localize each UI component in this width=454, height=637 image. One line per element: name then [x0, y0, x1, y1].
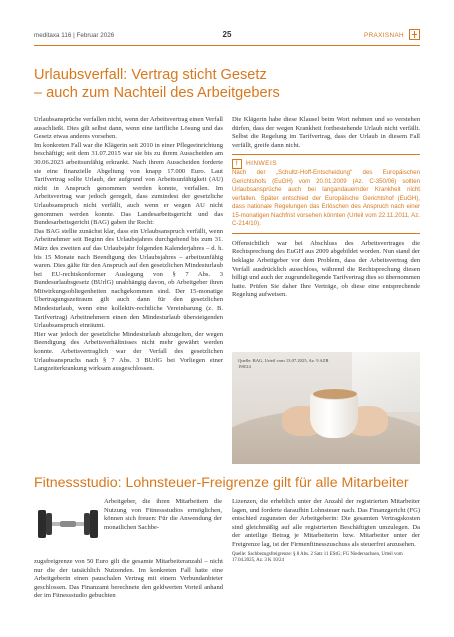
exclamation-box-icon: ! — [232, 159, 242, 169]
photo-tea-surface — [312, 388, 358, 400]
paragraph: Lizenzen, die erheblich unter der Anzahl der registrierten Mitarbeiter lagen, und forderte daraufhin Lohnsteuer nach. Das Finanzgericht (FG) entschied zugunsten der Arbeitgeberin: Die gesamten Vertragskosten sind gleichmäßig auf alle registrierten Beschäftigten umzulegen. Da der anteilige Betrag je Mitarbeiterin bzw. Mitarbeiter unter der Freigrenze lag, ist der Firmenfitnesszuschuss als steuerfrei anzusehen. — [232, 498, 420, 548]
article-2-right-column — [232, 498, 420, 564]
paragraph: zugsfreigrenze von 50 Euro gilt die gesamte Mitarbeiteranzahl – nicht nur die der tatsächlich Nutzenden. Im konkreten Fall hatte eine Arbeitgeberin einen pauschalen Vertrag mit einem Verbundanbieter geschlossen. Das Finanzamt berechnete den geldwerten Vorteil anhand der im Fitnessstudio gebuchten — [34, 558, 223, 600]
header-divider — [34, 45, 420, 46]
page-header — [34, 31, 420, 43]
dumbbell-icon — [34, 502, 102, 546]
hinweis-box — [232, 154, 420, 234]
paragraph: Urlaubsansprüche verfallen nicht, wenn der Arbeitsvertrag einen Verfall ausschließt. Dies gilt selbst dann, wenn eine tarifliche Lösung und das Gesetz etwas anderes vorsehen. — [34, 116, 223, 141]
paragraph: Die Klägerin habe diese Klausel beim Wort nehmen und so verstehen dürfen, dass der wegen Krankheit fortbestehende Urlaub nicht verfällt. Selbst die Regelung im Tarifvertrag, dass der Urlaub in diesem Fall verfällt, greife dann nicht. — [232, 116, 420, 149]
article-title-line-2: – auch zum Nachteil des Arbeitgebers — [34, 85, 280, 101]
photo-window-light — [352, 352, 420, 412]
hinweis-text: Nach der „Schultz-Hoff-Entscheidung“ des Europäischen Gerichtshofs (EuGH) vom 20.01.2009 (Az. C-350/06) sollten Urlaubsansprüche auch bei langandauernder Krankheit nicht verfallen. Später entschied der Europäische Gerichtshof (EuGH), dass nationale Regelungen das Erlöschen des Anspruch nach einer 15-monatigen Nachfrist vorsehen könnten (Urteil vom 22.11.2011, Az. C-214/10). — [232, 169, 420, 234]
issue-info: meditaxa 116 | Februar 2026 — [34, 32, 115, 39]
paragraph: Hier war jedoch der gesetzliche Mindesturlaub abzugelten, der wegen Beendigung des Arbeitsverhältnisses nicht mehr gewährt werden konnte. Arbeitsvertraglich war der Verfall des gesetzlichen Urlaubsanspruchs nach § 7 Abs. 3 BUrlG bei Vorliegen einer Langzeiterkrankung wirksam ausgeschlossen. — [34, 330, 223, 373]
paragraph-logo-icon — [409, 29, 420, 40]
tea-cup-photo — [232, 352, 420, 464]
paragraph: Das BAG stellte zunächst klar, dass ein Urlaubsanspruch verfällt, wenn Arbeitnehmer seit Beginn des Urlaubsjahres durchgehend bis zum 31. März des zweiten auf das Urlaubsjahr folgenden Kalenderjahres – d. h. bis 15 Monate nach Beendigung des Urlaubsjahres – arbeitsunfähig waren. Dies gälte für den Anspruch auf den gesetzlichen Mindesturlaub bei EU-rechtskonformer Auslegung von § 7 Abs. 3 Bundesurlaubsgesetz (BUrlG) unabhängig davon, ob Arbeitgeber ihren Mitwirkungsobliegenheiten nachgekommen sind. Der 15-monatige Übertragungszeitraum gilt auch dann für den gesetzlichen Mindesturlaub, wenn eine kollektiv-rechtliche Vereinbarung (z. B. Tarifvertrag) Arbeitnehmern einen den Mindesturlaub übersteigenden Urlaubsanspruch einräumt. — [34, 227, 223, 330]
source-note: Quelle: Sachbezugsfreigrenze: § 8 Abs. 2 Satz 11 EStG; FG Niedersachsen, Urteil vom 17.04.2025, Az. 3 K 10/24 — [232, 551, 403, 563]
article-title-line-1: Urlaubsverfall: Vertrag sticht Gesetz — [34, 67, 267, 83]
hinweis-header — [232, 158, 420, 169]
paragraph: Offensichtlich war bei Abschluss des Arbeitsvertrages die Rechtsprechung des EuGH aus 2009 abgebildet worden. Nun stand der beklagte Arbeitgeber vor dem Problem, dass der Arbeitsvertrag den Verfall ausdrücklich ausschloss, während die Rechtsprechung diesen billigt und auch der zugrundeliegende Tarifvertrag dies so übernommen hatte. Prüfen Sie daher Ihre Verträge, ob diese eine entsprechende Regelung aufweisen. — [232, 239, 420, 299]
article-2-left-column-bottom — [34, 558, 223, 601]
paragraph: Im konkreten Fall war die Klägerin seit 2010 in einer Pflegeeinrichtung beschäftigt; seit dem 31.07.2015 war sie bis zu ihrem Ausscheiden am 30.06.2023 arbeitsunfähig erkrankt. Nach ihrem Ausscheiden forderte sie eine finanzielle Abgeltung von knapp 17.000 Euro. Laut Tarifvertrag sollte Urlaub, der aufgrund von Arbeitsunfähigkeit (AU) nicht in Anspruch genommen werden konnte, verfallen. Im Arbeitsvertrag war jedoch geregelt, dass zumindest der gesetzliche Urlaubsanspruch nicht verfällt, auch wenn er wegen AU nicht genommen werden konnte. Das Landesarbeitsgericht und das Bundesarbeitsgericht (BAG) gaben ihr Recht: — [34, 141, 223, 227]
article-right-column — [232, 116, 420, 300]
article-left-column — [34, 116, 223, 374]
article-title — [34, 66, 424, 102]
article-2-title: Fitnessstudio: Lohnsteuer-Freigrenze gilt für alle Mitarbeiter — [34, 475, 409, 491]
paragraph: Arbeitgeber, die ihren Mitarbeitern die Nutzung von Fitnessstudios ermöglichen, können sich freuen: Für die Anwendung der monatlichen Sachbe- — [104, 498, 222, 531]
hinweis-label: HINWEIS — [246, 159, 278, 167]
source-note: Quelle: BAG, Urteil vom 13.07.2025, Az. 9 AZR 198/24 — [238, 358, 329, 369]
section-label: PRAXISNAH — [364, 32, 404, 39]
article-2-left-column-top — [104, 498, 222, 532]
page-number: 25 — [222, 30, 232, 39]
